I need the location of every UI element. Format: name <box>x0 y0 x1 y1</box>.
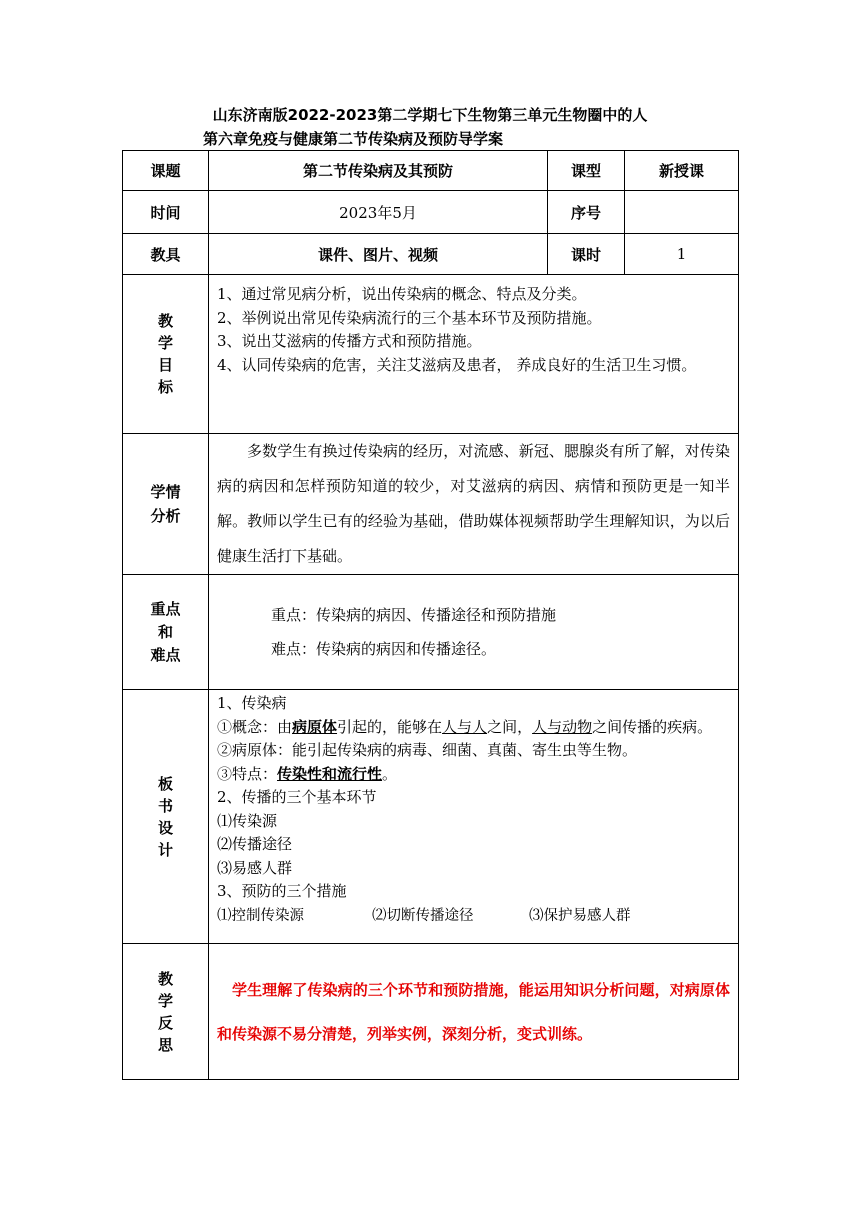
goals-label-char: 学 <box>157 334 173 352</box>
reflection-content <box>209 944 739 1080</box>
keyword-features: 传染性和流行性 <box>277 764 383 783</box>
goal-item: 3、说出艾滋病的传播方式和预防措施。 <box>217 332 482 350</box>
board-heading-3: 3、预防的三个措施 <box>217 882 347 900</box>
board-link: ⑶易感人群 <box>217 858 293 877</box>
tools-label: 教具 <box>123 234 209 275</box>
topic-label: 课题 <box>123 151 209 191</box>
focus-label-line: 难点 <box>150 645 181 664</box>
topic-value: 第二节传染病及其预防 <box>209 151 548 191</box>
board-content <box>209 690 739 944</box>
reflection-text: 学生理解了传染病的三个环节和预防措施，能运用知识分析问题，对病原体和传染源不易分清楚，列举实例，深刻分析，变式训练。 <box>217 980 730 1043</box>
keyword-human-human: 人与人 <box>442 717 488 736</box>
seq-label: 序号 <box>548 191 625 234</box>
board-measure: ⑴控制传染源 <box>217 907 304 924</box>
board-label-char: 计 <box>157 840 173 859</box>
difficult-point: 难点：传染病的病因和传播途径。 <box>271 640 497 658</box>
board-link: ⑴传染源 <box>217 811 278 830</box>
reflection-label-char: 教 <box>157 969 173 988</box>
time-label: 时间 <box>123 191 209 234</box>
board-measures <box>217 904 730 929</box>
board-label-char: 书 <box>157 796 173 815</box>
document-title-line1: 山东济南版2022-2023第二学期七下生物第三单元生物圈中的人 <box>212 106 648 124</box>
board-concept: ①概念：由病原体引起的，能够在人与人之间，人与动物之间传播的疾病。 <box>217 717 713 736</box>
board-heading-1: 1、传染病 <box>217 694 287 712</box>
type-label: 课型 <box>548 151 625 191</box>
focus-label <box>123 575 209 690</box>
focus-label-line: 和 <box>157 622 173 641</box>
analysis-label-line: 学情 <box>150 483 181 501</box>
hours-value: 1 <box>625 234 739 275</box>
goals-label-char: 标 <box>157 378 173 396</box>
board-label-char: 设 <box>157 818 173 837</box>
analysis-label <box>123 434 209 575</box>
board-label <box>123 690 209 944</box>
seq-value <box>625 191 739 234</box>
reflection-label-char: 反 <box>157 1013 173 1032</box>
reflection-label-char: 学 <box>157 991 173 1010</box>
keyword-human-animal: 人与动物 <box>532 717 593 736</box>
goals-label-char: 教 <box>157 312 173 330</box>
board-heading-2: 2、传播的三个基本环节 <box>217 788 377 806</box>
goals-label <box>123 275 209 434</box>
goals-label-char: 目 <box>157 356 173 374</box>
lesson-plan-table <box>122 150 739 1080</box>
goals-content <box>209 275 739 434</box>
keyword-pathogen: 病原体 <box>292 717 338 736</box>
key-point: 重点：传染病的病因、传播途径和预防措施 <box>271 606 557 624</box>
focus-label-line: 重点 <box>150 599 181 618</box>
reflection-label <box>123 944 209 1080</box>
board-feature: ③特点：传染性和流行性。 <box>217 764 398 783</box>
goal-item: 2、举例说出常见传染病流行的三个基本环节及预防措施。 <box>217 308 602 327</box>
board-label-char: 板 <box>157 774 173 793</box>
analysis-label-line: 分析 <box>150 507 181 525</box>
reflection-label-char: 思 <box>157 1035 173 1054</box>
board-measure: ⑶保护易感人群 <box>529 907 631 924</box>
goal-item: 1、通过常见病分析，说出传染病的概念、特点及分类。 <box>217 285 587 303</box>
focus-content <box>209 575 739 690</box>
board-measure: ⑵切断传播途径 <box>372 907 474 924</box>
analysis-content <box>209 434 739 575</box>
time-value: 2023年5月 <box>209 191 548 234</box>
hours-label: 课时 <box>548 234 625 275</box>
tools-value: 课件、图片、视频 <box>209 234 548 275</box>
document-title-line2: 第六章免疫与健康第二节传染病及预防导学案 <box>203 130 504 148</box>
analysis-text: 多数学生有换过传染病的经历，对流感、新冠、腮腺炎有所了解，对传染病的病因和怎样预防知道的较少，对艾滋病的病因、病情和预防更是一知半解。教师以学生已有的经验为基础，借助媒体视频帮助学生理解知识，为以后健康生活打下基础。 <box>217 442 730 565</box>
type-value: 新授课 <box>625 151 739 191</box>
goal-item: 4、认同传染病的危害，关注艾滋病及患者， 养成良好的生活卫生习惯。 <box>217 355 697 374</box>
board-link: ⑵传播途径 <box>217 835 293 853</box>
board-pathogen: ②病原体：能引起传染病的病毒、细菌、真菌、寄生虫等生物。 <box>217 741 638 759</box>
